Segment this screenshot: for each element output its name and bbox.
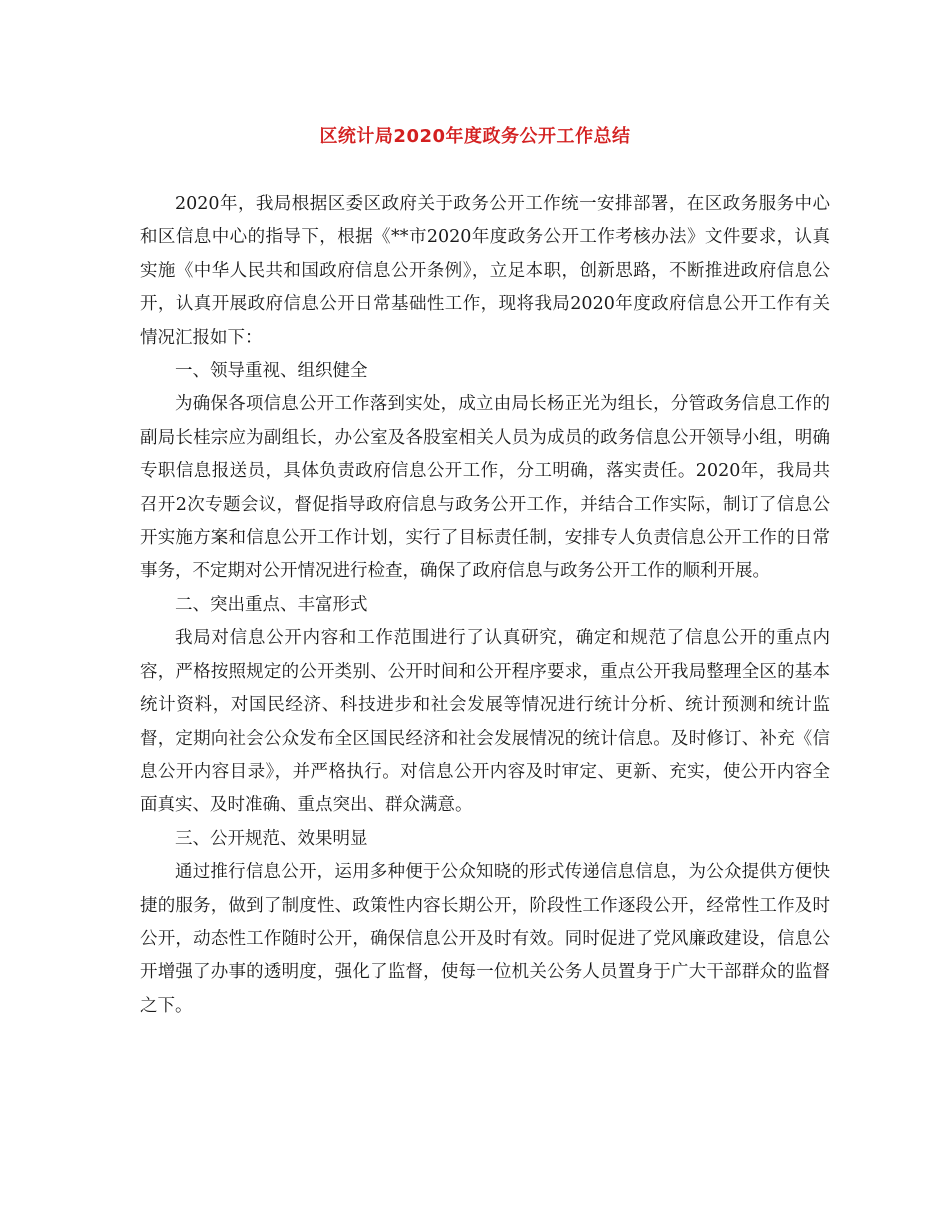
document-body	[140, 188, 830, 1023]
paragraph-intro: 2020年，我局根据区委区政府关于政务公开工作统一安排部署，在区政务服务中心和区信息中心的指导下，根据《**市2020年度政务公开工作考核办法》文件要求，认真实施《中华人民共和国政府信息公开条例》，立足本职，创新思路，不断推进政府信息公开，认真开展政府信息公开日常基础性工作，现将我局2020年度政府信息公开工作有关情况汇报如下：	[140, 194, 830, 348]
paragraph-section-1: 为确保各项信息公开工作落到实处，成立由局长杨正光为组长，分管政务信息工作的副局长桂宗应为副组长，办公室及各股室相关人员为成员的政务信息公开领导小组，明确专职信息报送员，具体负责政府信息公开工作，分工明确，落实责任。2020年，我局共召开2次专题会议，督促指导政府信息与政务公开工作，并结合工作实际，制订了信息公开实施方案和信息公开工作计划，实行了目标责任制，安排专人负责信息公开工作的日常事务，不定期对公开情况进行检查，确保了政府信息与政务公开工作的顺利开展。	[140, 394, 830, 582]
section-heading-1: 一、领导重视、组织健全	[175, 361, 368, 382]
section-heading-2: 二、突出重点、丰富形式	[175, 594, 368, 615]
document-title: 区统计局2020年度政务公开工作总结	[319, 126, 631, 147]
paragraph-section-2: 我局对信息公开内容和工作范围进行了认真研究，确定和规范了信息公开的重点内容，严格按照规定的公开类别、公开时间和公开程序要求，重点公开我局整理全区的基本统计资料，对国民经济、科技进步和社会发展等情况进行统计分析、统计预测和统计监督，定期向社会公众发布全区国民经济和社会发展情况的统计信息。及时修订、补充《信息公开内容目录》，并严格执行。对信息公开内容及时审定、更新、充实，使公开内容全面真实、及时准确、重点突出、群众满意。	[140, 628, 830, 816]
section-heading-3: 三、公开规范、效果明显	[175, 828, 368, 849]
paragraph-section-3: 通过推行信息公开，运用多种便于公众知晓的形式传递信息信息，为公众提供方便快捷的服务，做到了制度性、政策性内容长期公开，阶段性工作逐段公开，经常性工作及时公开，动态性工作随时公开，确保信息公开及时有效。同时促进了党风廉政建设，信息公开增强了办事的透明度，强化了监督，使每一位机关公务人员置身于广大干部群众的监督之下。	[140, 862, 830, 1016]
